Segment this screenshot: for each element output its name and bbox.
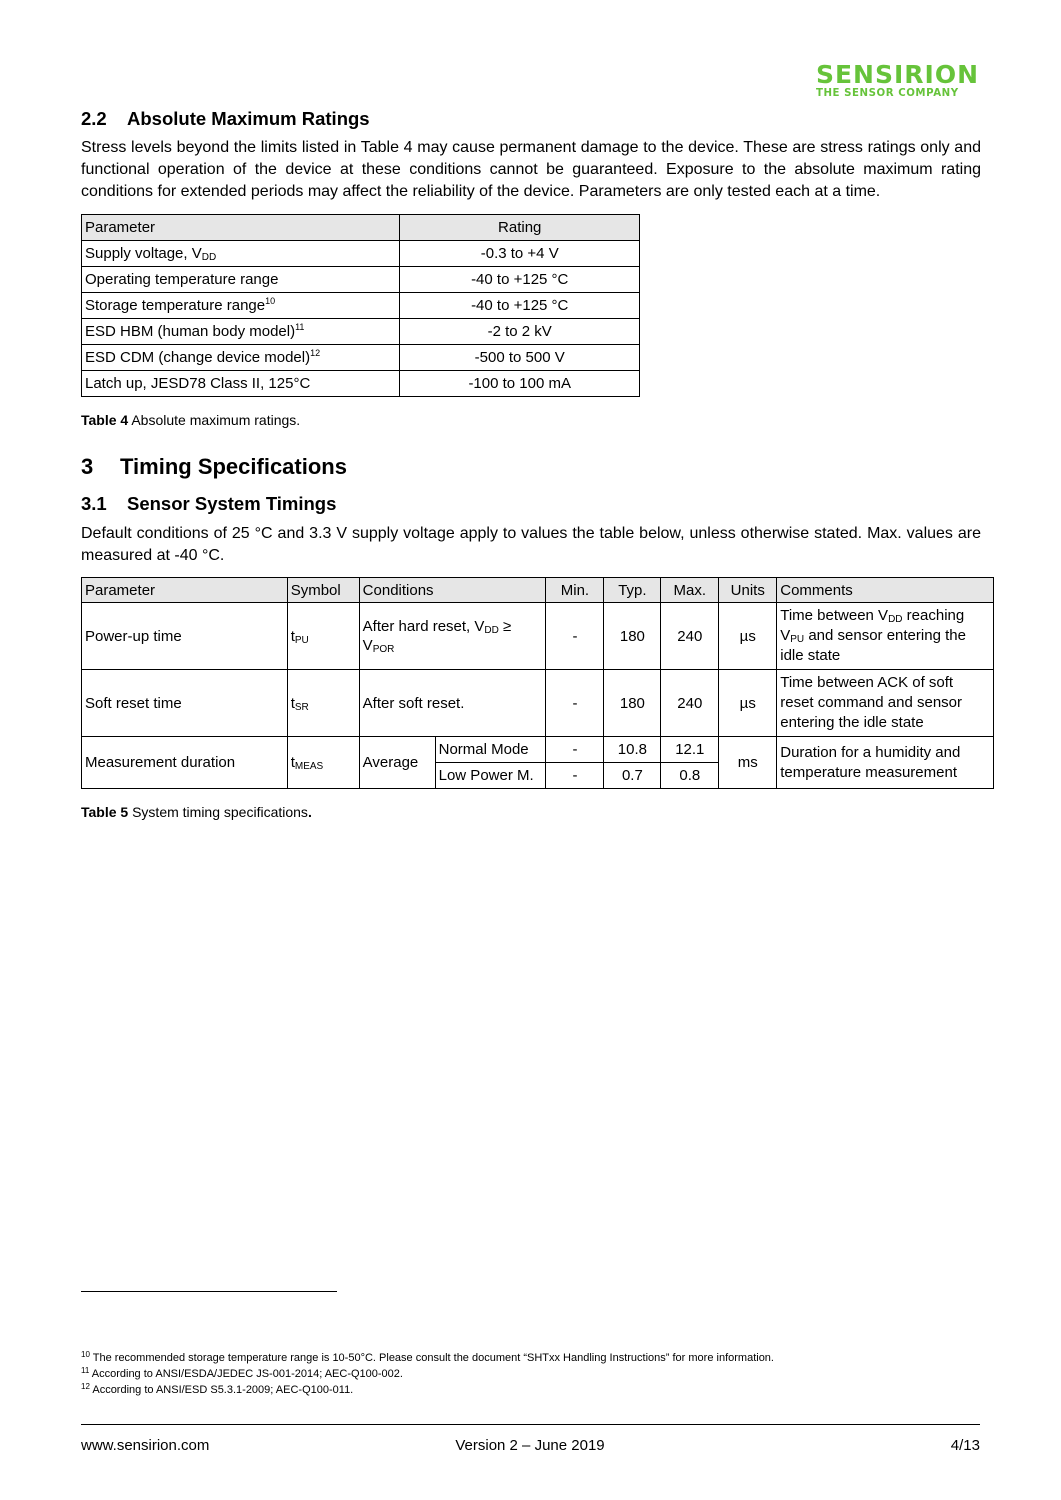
condition-cell: Average xyxy=(359,737,435,789)
max-cell: 0.8 xyxy=(661,763,719,789)
footer-website[interactable]: www.sensirion.com xyxy=(81,1437,210,1454)
section-3-1-heading xyxy=(81,493,336,515)
footer-divider xyxy=(81,1424,980,1425)
table-row xyxy=(82,267,640,293)
param-cell: Power-up time xyxy=(82,603,288,670)
header-cell: Parameter xyxy=(82,215,400,241)
condition-cell: After hard reset, $V_{DD} \ge V_{POR}$ xyxy=(359,603,546,670)
header-cell: Conditions xyxy=(359,578,546,603)
section-number: 2.2 xyxy=(81,108,107,129)
typ-cell: 180 xyxy=(604,670,661,737)
section-number: 3 xyxy=(81,454,94,479)
units-cell: µs xyxy=(719,670,777,737)
param-cell: Supply voltage, $V_{DD}$ xyxy=(82,241,400,267)
header-cell: Typ. xyxy=(604,578,661,603)
table-header-row xyxy=(82,215,640,241)
footnote-ref: 12 xyxy=(310,348,321,358)
table-row xyxy=(82,603,994,670)
section-number: 3.1 xyxy=(81,493,107,514)
param-cell: Soft reset time xyxy=(82,670,288,737)
comment-cell: Duration for a humidity and temperature measurement xyxy=(777,737,994,789)
mode-cell: Normal Mode xyxy=(435,737,546,763)
footnote-ref: 10 xyxy=(265,296,276,306)
logo-tagline: THE SENSOR COMPANY xyxy=(815,88,959,99)
footer-version: Version 2 – June 2019 xyxy=(455,1437,605,1454)
param-cell: ESD CDM (change device model)$^{12}$ xyxy=(82,345,400,371)
min-cell: - xyxy=(546,603,604,670)
param-cell: ESD HBM (human body model)$^{11}$ xyxy=(82,319,400,345)
mode-cell: Low Power M. xyxy=(435,763,546,789)
param-cell: Latch up, JESD78 Class II, 125°C xyxy=(82,371,400,397)
comment-cell: Time between ACK of soft reset command and sensor entering the idle state xyxy=(777,670,994,737)
comment-cell: Time between $V_{DD}$ reaching $V_{PU}$ and sensor entering the idle state xyxy=(777,603,994,670)
table-row xyxy=(82,345,640,371)
logo-brand: SENSIRION xyxy=(815,60,979,89)
param-cell: Measurement duration xyxy=(82,737,288,789)
system-timing-table xyxy=(81,577,994,789)
section-title: Sensor System Timings xyxy=(127,493,337,514)
table-row xyxy=(82,737,994,763)
header-cell: Units xyxy=(719,578,777,603)
section-3-heading xyxy=(81,454,347,480)
table-row xyxy=(82,241,640,267)
section-title: Timing Specifications xyxy=(120,454,347,479)
footnote: $^{12}$ According to ANSI/ESD S5.3.1-2009; AEC-Q100-011. xyxy=(81,1382,354,1396)
rating-cell: -2 to 2 kV xyxy=(400,319,640,345)
param-cell: Operating temperature range xyxy=(82,267,400,293)
rating-cell: -40 to +125 °C xyxy=(400,293,640,319)
header-cell: Symbol xyxy=(287,578,359,603)
footnote: $^{10}$ The recommended storage temperature range is 10-50°C. Please consult the document “SHTxx Handling Instructions” for more information. xyxy=(81,1350,774,1364)
table-row xyxy=(82,371,640,397)
max-cell: 240 xyxy=(661,670,719,737)
table-row xyxy=(82,319,640,345)
header-cell: Parameter xyxy=(82,578,288,603)
absolute-max-ratings-table xyxy=(81,214,640,397)
condition-cell: After soft reset. xyxy=(359,670,546,737)
section-2-2-paragraph: Stress levels beyond the limits listed in Table 4 may cause permanent damage to the device. These are stress ratings only and functional operation of the device at these conditions cannot be guaranteed. Exposure to the absolute maximum rating conditions for extended periods may affect the reliability of the device. Parameters are only tested each at a time. xyxy=(81,139,981,200)
table-row xyxy=(82,293,640,319)
typ-cell: 180 xyxy=(604,603,661,670)
typ-cell: 10.8 xyxy=(604,737,661,763)
footnote: $^{11}$ According to ANSI/ESDA/JEDEC JS-001-2014; AEC-Q100-002. xyxy=(81,1366,403,1380)
header-cell: Min. xyxy=(546,578,604,603)
company-logo xyxy=(816,62,979,100)
units-cell: ms xyxy=(719,737,777,789)
header-cell: Rating xyxy=(400,215,640,241)
header-cell: Comments xyxy=(777,578,994,603)
rating-cell: -500 to 500 V xyxy=(400,345,640,371)
table-4-caption: Table 4 Absolute maximum ratings. xyxy=(81,412,301,428)
symbol-cell: $t_{PU}$ xyxy=(287,603,359,670)
param-cell: Storage temperature range$^{10}$ xyxy=(82,293,400,319)
section-title: Absolute Maximum Ratings xyxy=(127,108,370,129)
footnote-separator xyxy=(81,1291,337,1292)
table-5-caption: Table 5 System timing specifications. xyxy=(81,804,312,820)
min-cell: - xyxy=(546,670,604,737)
rating-cell: -40 to +125 °C xyxy=(400,267,640,293)
max-cell: 12.1 xyxy=(661,737,719,763)
footer-page-number: 4/13 xyxy=(950,1437,980,1454)
table-header-row xyxy=(82,578,994,603)
symbol-cell: $t_{SR}$ xyxy=(287,670,359,737)
footnote-ref: 11 xyxy=(295,322,305,332)
table-row xyxy=(82,670,994,737)
max-cell: 240 xyxy=(661,603,719,670)
min-cell: - xyxy=(546,737,604,763)
rating-cell: -100 to 100 mA xyxy=(400,371,640,397)
section-2-2-heading xyxy=(81,108,370,130)
header-cell: Max. xyxy=(661,578,719,603)
symbol-cell: $t_{MEAS}$ xyxy=(287,737,359,789)
rating-cell: -0.3 to +4 V xyxy=(400,241,640,267)
typ-cell: 0.7 xyxy=(604,763,661,789)
units-cell: µs xyxy=(719,603,777,670)
min-cell: - xyxy=(546,763,604,789)
section-3-1-paragraph: Default conditions of 25 °C and 3.3 V supply voltage apply to values the table below, unless otherwise stated. Max. values are measured at -40 °C. xyxy=(81,525,981,564)
